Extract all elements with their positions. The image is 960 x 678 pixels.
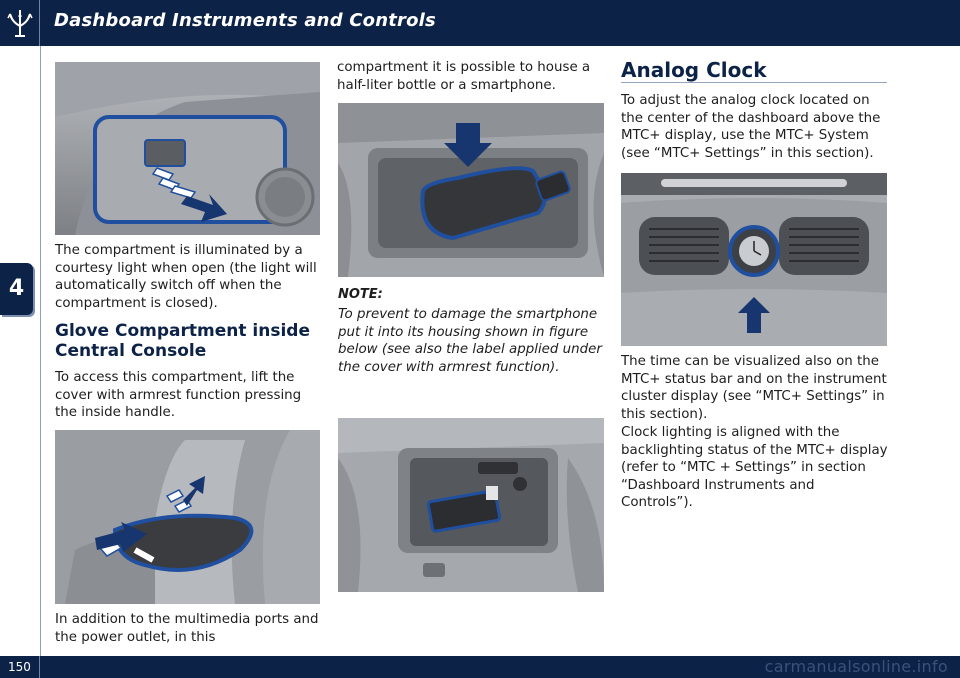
bottle-compartment-image [338,103,604,277]
analog-clock-heading: Analog Clock [621,58,767,82]
trident-icon [6,8,34,38]
glove-compartment-image [55,62,320,235]
page-number: 150 [0,656,40,678]
brand-logo [0,0,40,46]
time-display-text: The time can be visualized also on the MTC+ status bar and on the instrument cluster display (see “MTC+ Settings” in this section). [621,354,887,422]
smartphone-compartment-image [338,418,604,592]
armrest-image [55,430,320,604]
heading-underline [621,82,887,83]
dashboard-clock-image [621,173,887,346]
note-label: NOTE: [338,287,383,302]
console-description: To access this compartment, lift the cover with armrest function pressing the inside handle. [55,370,302,421]
section-title: Dashboard Instruments and Controls [54,10,436,31]
ports-description: In addition to the multimedia ports and the power outlet, in this [55,612,319,645]
glove-description: The compartment is illuminated by a courtesy light when open (the light will automatically switch off when the compartment is closed). [55,243,317,311]
clock-adjust-text: To adjust the analog clock located on the center of the dashboard above the MTC+ display, use the MTC+ System (see “MTC+ Settings” in this section). [621,93,881,161]
bottle-smartphone-text: compartment it is possible to house a half-liter bottle or a smartphone. [337,60,591,93]
console-heading: Glove Compartment inside Central Console [55,321,310,361]
note-text: To prevent to damage the smartphone put it into its housing shown in figure below (see also the label applied under the cover with armrest function). [338,307,602,375]
page-rail [40,46,41,656]
page-footer [0,656,960,678]
clock-lighting-text: Clock lighting is aligned with the backlighting status of the MTC+ display (refer to “MTC + Settings” in section “Dashboard Instruments and Controls”). [621,425,888,511]
chapter-tab[interactable] [0,263,33,315]
chapter-number: 4 [8,276,25,301]
page-header [0,0,960,46]
watermark: carmanualsonline.info [764,657,948,676]
